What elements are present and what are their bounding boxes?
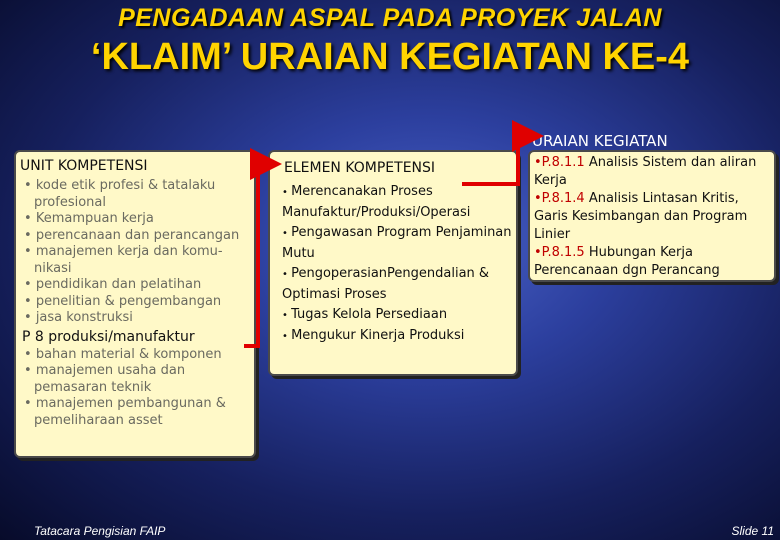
elemen-item: • PengoperasianPengendalian & Optimasi Proses [270, 264, 516, 305]
arrow-elemen-to-uraian [462, 136, 528, 184]
uraian-text: Hubungan Kerja Perencanaan dgn Perancang [534, 245, 720, 278]
unit-kompetensi-heading: UNIT KOMPETENSI [20, 158, 148, 174]
elemen-item: • Tugas Kelola Persediaan [270, 305, 516, 326]
elemen-item: • Merencanakan Proses Manufaktur/Produksi/Operasi [270, 182, 516, 223]
arrow-unit-to-elemen [244, 164, 266, 346]
slide-subtitle: ‘KLAIM’ URAIAN KEGIATAN KE-4 [90, 36, 690, 78]
unit-item: • kode etik profesi & tatalaku profesional [20, 178, 254, 211]
unit-item: • pendidikan dan pelatihan [20, 277, 254, 294]
unit-highlight-p8: P 8 produksi/manufaktur [22, 328, 195, 345]
unit-item: • perencanaan dan perancangan [20, 228, 254, 245]
unit-item: • manajemen pembangunan & pemeliharaan asset [20, 396, 254, 429]
uraian-text: Analisis Sistem dan aliran Kerja [534, 155, 757, 188]
unit-item: • penelitian & pengembangan [20, 294, 254, 311]
uraian-code: P.8.1.5 [541, 245, 585, 260]
elemen-item: • Pengawasan Program Penjaminan Mutu [270, 223, 516, 264]
slide-number: Slide 11 [731, 524, 774, 538]
unit-item: • manajemen kerja dan komu-nikasi [20, 244, 254, 277]
elemen-item: • Mengukur Kinerja Produksi [270, 326, 516, 347]
uraian-code: P.8.1.4 [541, 191, 585, 206]
elemen-kompetensi-heading: ELEMEN KOMPETENSI [284, 160, 436, 176]
unit-item: • jasa konstruksi [20, 310, 254, 327]
uraian-kegiatan-label: URAIAN KEGIATAN [532, 132, 668, 150]
unit-item: • bahan material & komponen [20, 347, 254, 364]
unit-item: • manajemen usaha dan pemasaran teknik [20, 363, 254, 396]
slide-title: PENGADAAN ASPAL PADA PROYEK JALAN [118, 4, 662, 32]
unit-item: • Kemampuan kerja [20, 211, 254, 228]
footer-title: Tatacara Pengisian FAIP [34, 524, 166, 538]
uraian-code: P.8.1.1 [541, 155, 585, 170]
uraian-text: Analisis Lintasan Kritis, Garis Kesimbangan dan Program Linier [534, 191, 748, 242]
